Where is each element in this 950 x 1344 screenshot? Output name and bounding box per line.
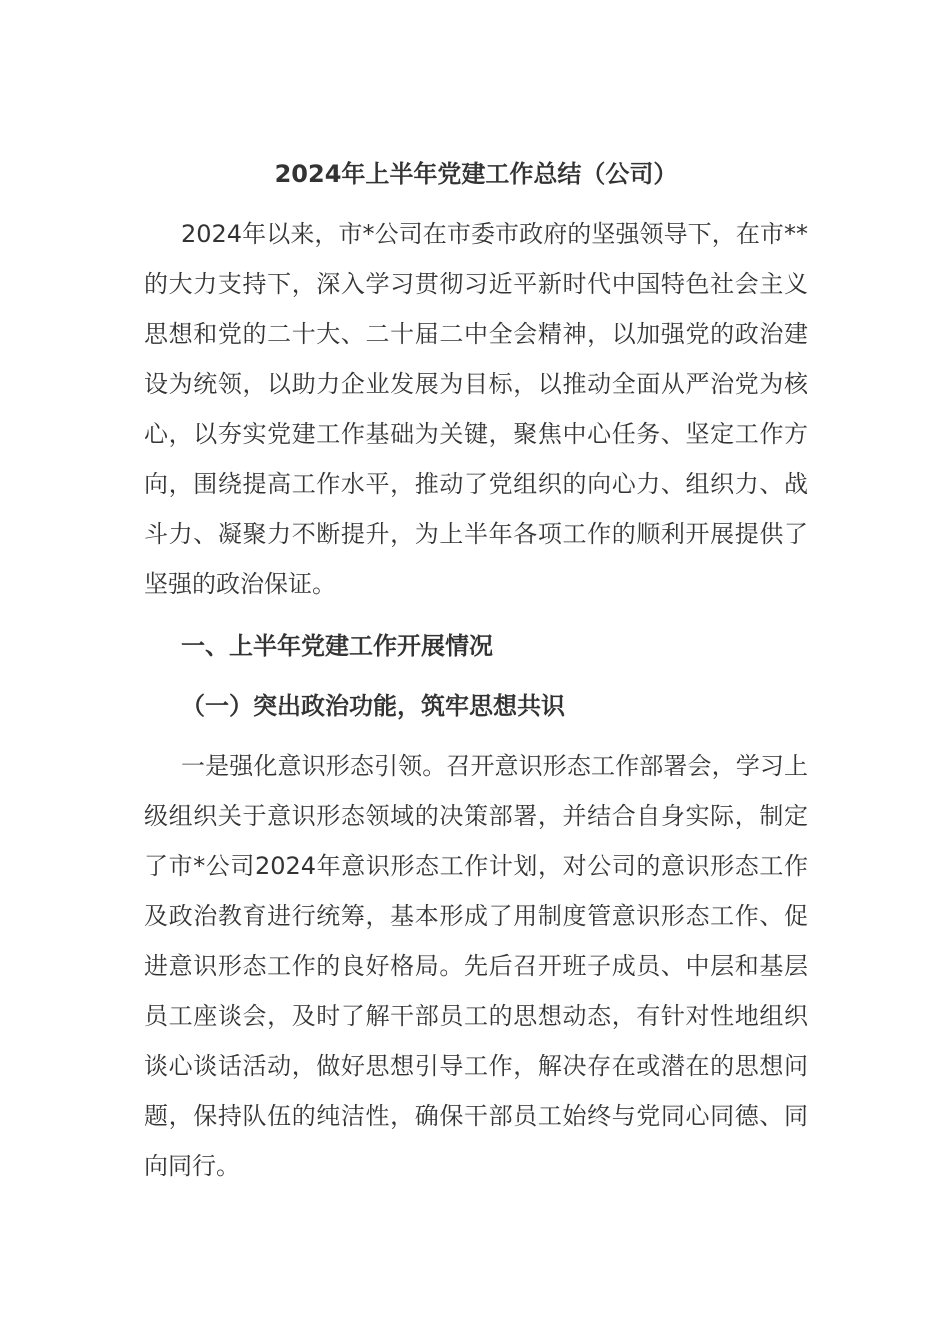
document-title: 2024年上半年党建工作总结（公司） <box>274 160 678 188</box>
body-paragraph: 一是强化意识形态引领。召开意识形态工作部署会，学习上级组织关于意识形态领域的决策部署，并结合自身实际，制定了市*公司2024年意识形态工作计划，对公司的意识形态工作及政治教育进行统筹，基本形成了用制度管意识形态工作、促进意识形态工作的良好格局。先后召开班子成员、中层和基层员工座谈会，及时了解干部员工的思想动态，有针对性地组织谈心谈话活动，做好思想引导工作，解决存在或潜在的思想问题，保持队伍的纯洁性，确保干部员工始终与党同心同德、同向同行。 <box>144 752 808 1180</box>
subsection-heading: （一）突出政治功能，筑牢思想共识 <box>181 692 565 720</box>
intro-paragraph: 2024年以来，市*公司在市委市政府的坚强领导下，在市**的大力支持下，深入学习贯彻习近平新时代中国特色社会主义思想和党的二十大、二十届二中全会精神，以加强党的政治建设为统领，以助力企业发展为目标，以推动全面从严治党为核心，以夯实党建工作基础为关键，聚焦中心任务、坚定工作方向，围绕提高工作水平，推动了党组织的向心力、组织力、战斗力、凝聚力不断提升，为上半年各项工作的顺利开展提供了坚强的政治保证。 <box>144 220 808 598</box>
document-body <box>144 150 808 1191</box>
section-heading: 一、上半年党建工作开展情况 <box>181 632 493 660</box>
